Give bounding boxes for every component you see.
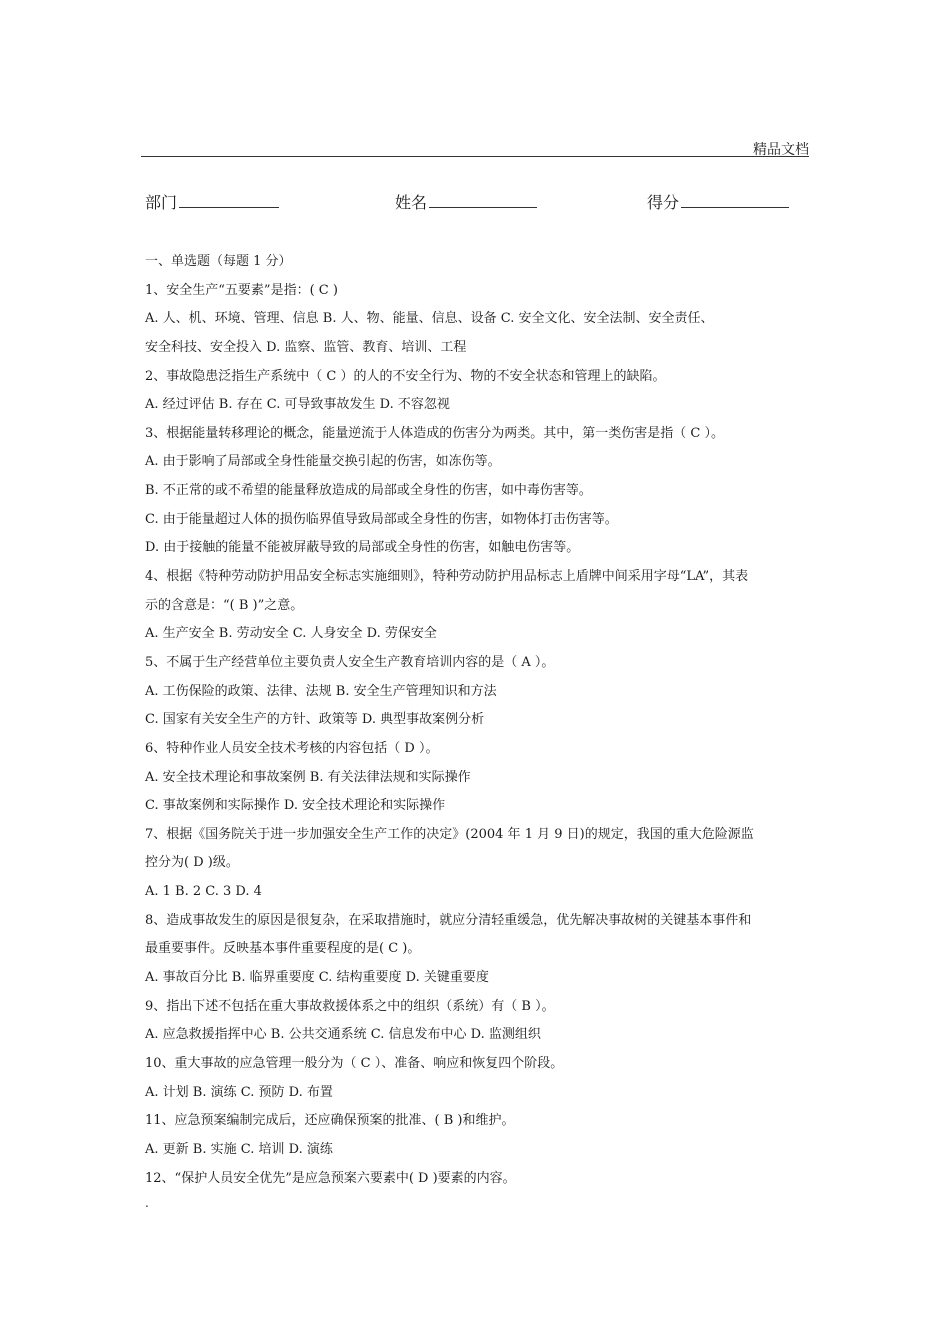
option-line: A. 生产安全 B. 劳动安全 C. 人身安全 D. 劳保安全 — [145, 626, 437, 642]
option-line: 安全科技、安全投入 D. 监察、监管、教育、培训、工程 — [145, 339, 467, 355]
question-line: 8、造成事故发生的原因是很复杂，在采取措施时，就应分清轻重缓急，优先解决事故树的关键基本事件和 — [145, 912, 752, 928]
question-line: 9、指出下述不包括在重大事故救援体系之中的组织（系统）有（ B ）。 — [145, 998, 555, 1014]
option-line: A. 事故百分比 B. 临界重要度 C. 结构重要度 D. 关键重要度 — [145, 970, 489, 986]
score-label: 得分 — [647, 193, 680, 212]
header-rule — [141, 156, 809, 157]
score-blank[interactable] — [681, 193, 789, 208]
footer-mark: . — [145, 1196, 149, 1210]
question-line: 控分为( D )级。 — [145, 855, 239, 871]
section-heading: 一、单选题（每题 1 分） — [145, 254, 292, 269]
option-line: C. 由于能量超过人体的损伤临界值导致局部或全身性的伤害，如物体打击伤害等。 — [145, 511, 618, 527]
question-line: 11、应急预案编制完成后，还应确保预案的批准、( B )和维护。 — [145, 1113, 515, 1129]
department-field[interactable] — [145, 190, 279, 213]
question-line: 10、重大事故的应急管理一般分为（ C ）、准备、响应和恢复四个阶段。 — [145, 1055, 564, 1071]
option-line: C. 国家有关安全生产的方针、政策等 D. 典型事故案例分析 — [145, 712, 485, 728]
option-line: A. 1 B. 2 C. 3 D. 4 — [145, 884, 262, 900]
question-line: 最重要事件。反映基本事件重要程度的是( C )。 — [145, 941, 421, 957]
question-line: 12、“保护人员安全优先”是应急预案六要素中( D )要素的内容。 — [145, 1170, 516, 1186]
option-line: A. 计划 B. 演练 C. 预防 D. 布置 — [145, 1084, 333, 1100]
header-label: 精品文档 — [753, 142, 809, 158]
question-list — [145, 248, 815, 1193]
option-line: A. 安全技术理论和事故案例 B. 有关法律法规和实际操作 — [145, 769, 471, 785]
option-line: A. 人、机、环境、管理、信息 B. 人、物、能量、信息、设备 C. 安全文化、安全法制、安全责任、 — [145, 311, 714, 327]
option-line: D. 由于接触的能量不能被屏蔽导致的局部或全身性的伤害，如触电伤害等。 — [145, 540, 580, 556]
option-line: A. 由于影响了局部或全身性能量交换引起的伤害，如冻伤等。 — [145, 454, 501, 470]
question-line: 6、特种作业人员安全技术考核的内容包括（ D ）。 — [145, 740, 439, 756]
option-line: A. 更新 B. 实施 C. 培训 D. 演练 — [145, 1141, 333, 1157]
option-line: A. 工伤保险的政策、法律、法规 B. 安全生产管理知识和方法 — [145, 683, 497, 699]
name-label: 姓名 — [395, 193, 428, 212]
field-row — [145, 190, 805, 214]
option-line: B. 不正常的或不希望的能量释放造成的局部或全身性的伤害，如中毒伤害等。 — [145, 483, 592, 499]
question-line: 4、根据《特种劳动防护用品安全标志实施细则》，特种劳动防护用品标志上盾牌中间采用字母“LA”，其表 — [145, 569, 749, 585]
name-field[interactable] — [395, 190, 537, 213]
question-line: 示的含意是：“( B )”之意。 — [145, 597, 304, 613]
department-label: 部门 — [145, 193, 178, 212]
name-blank[interactable] — [429, 193, 537, 208]
question-line: 3、根据能量转移理论的概念，能量逆流于人体造成的伤害分为两类。其中，第一类伤害是指（ C ）。 — [145, 425, 724, 441]
question-line: 5、不属于生产经营单位主要负责人安全生产教育培训内容的是（ A ）。 — [145, 654, 555, 670]
question-line: 7、根据《国务院关于进一步加强安全生产工作的决定》(2004 年 1 月 9 日)的规定，我国的重大危险源监 — [145, 826, 754, 842]
question-line: 1、安全生产“五要素”是指：( C ) — [145, 282, 338, 298]
option-line: A. 应急救援指挥中心 B. 公共交通系统 C. 信息发布中心 D. 监测组织 — [145, 1027, 541, 1043]
option-line: C. 事故案例和实际操作 D. 安全技术理论和实际操作 — [145, 798, 446, 814]
score-field[interactable] — [647, 190, 789, 213]
option-line: A. 经过评估 B. 存在 C. 可导致事故发生 D. 不容忽视 — [145, 397, 450, 413]
question-line: 2、事故隐患泛指生产系统中（ C ）的人的不安全行为、物的不安全状态和管理上的缺陷。 — [145, 368, 666, 384]
department-blank[interactable] — [179, 193, 279, 208]
